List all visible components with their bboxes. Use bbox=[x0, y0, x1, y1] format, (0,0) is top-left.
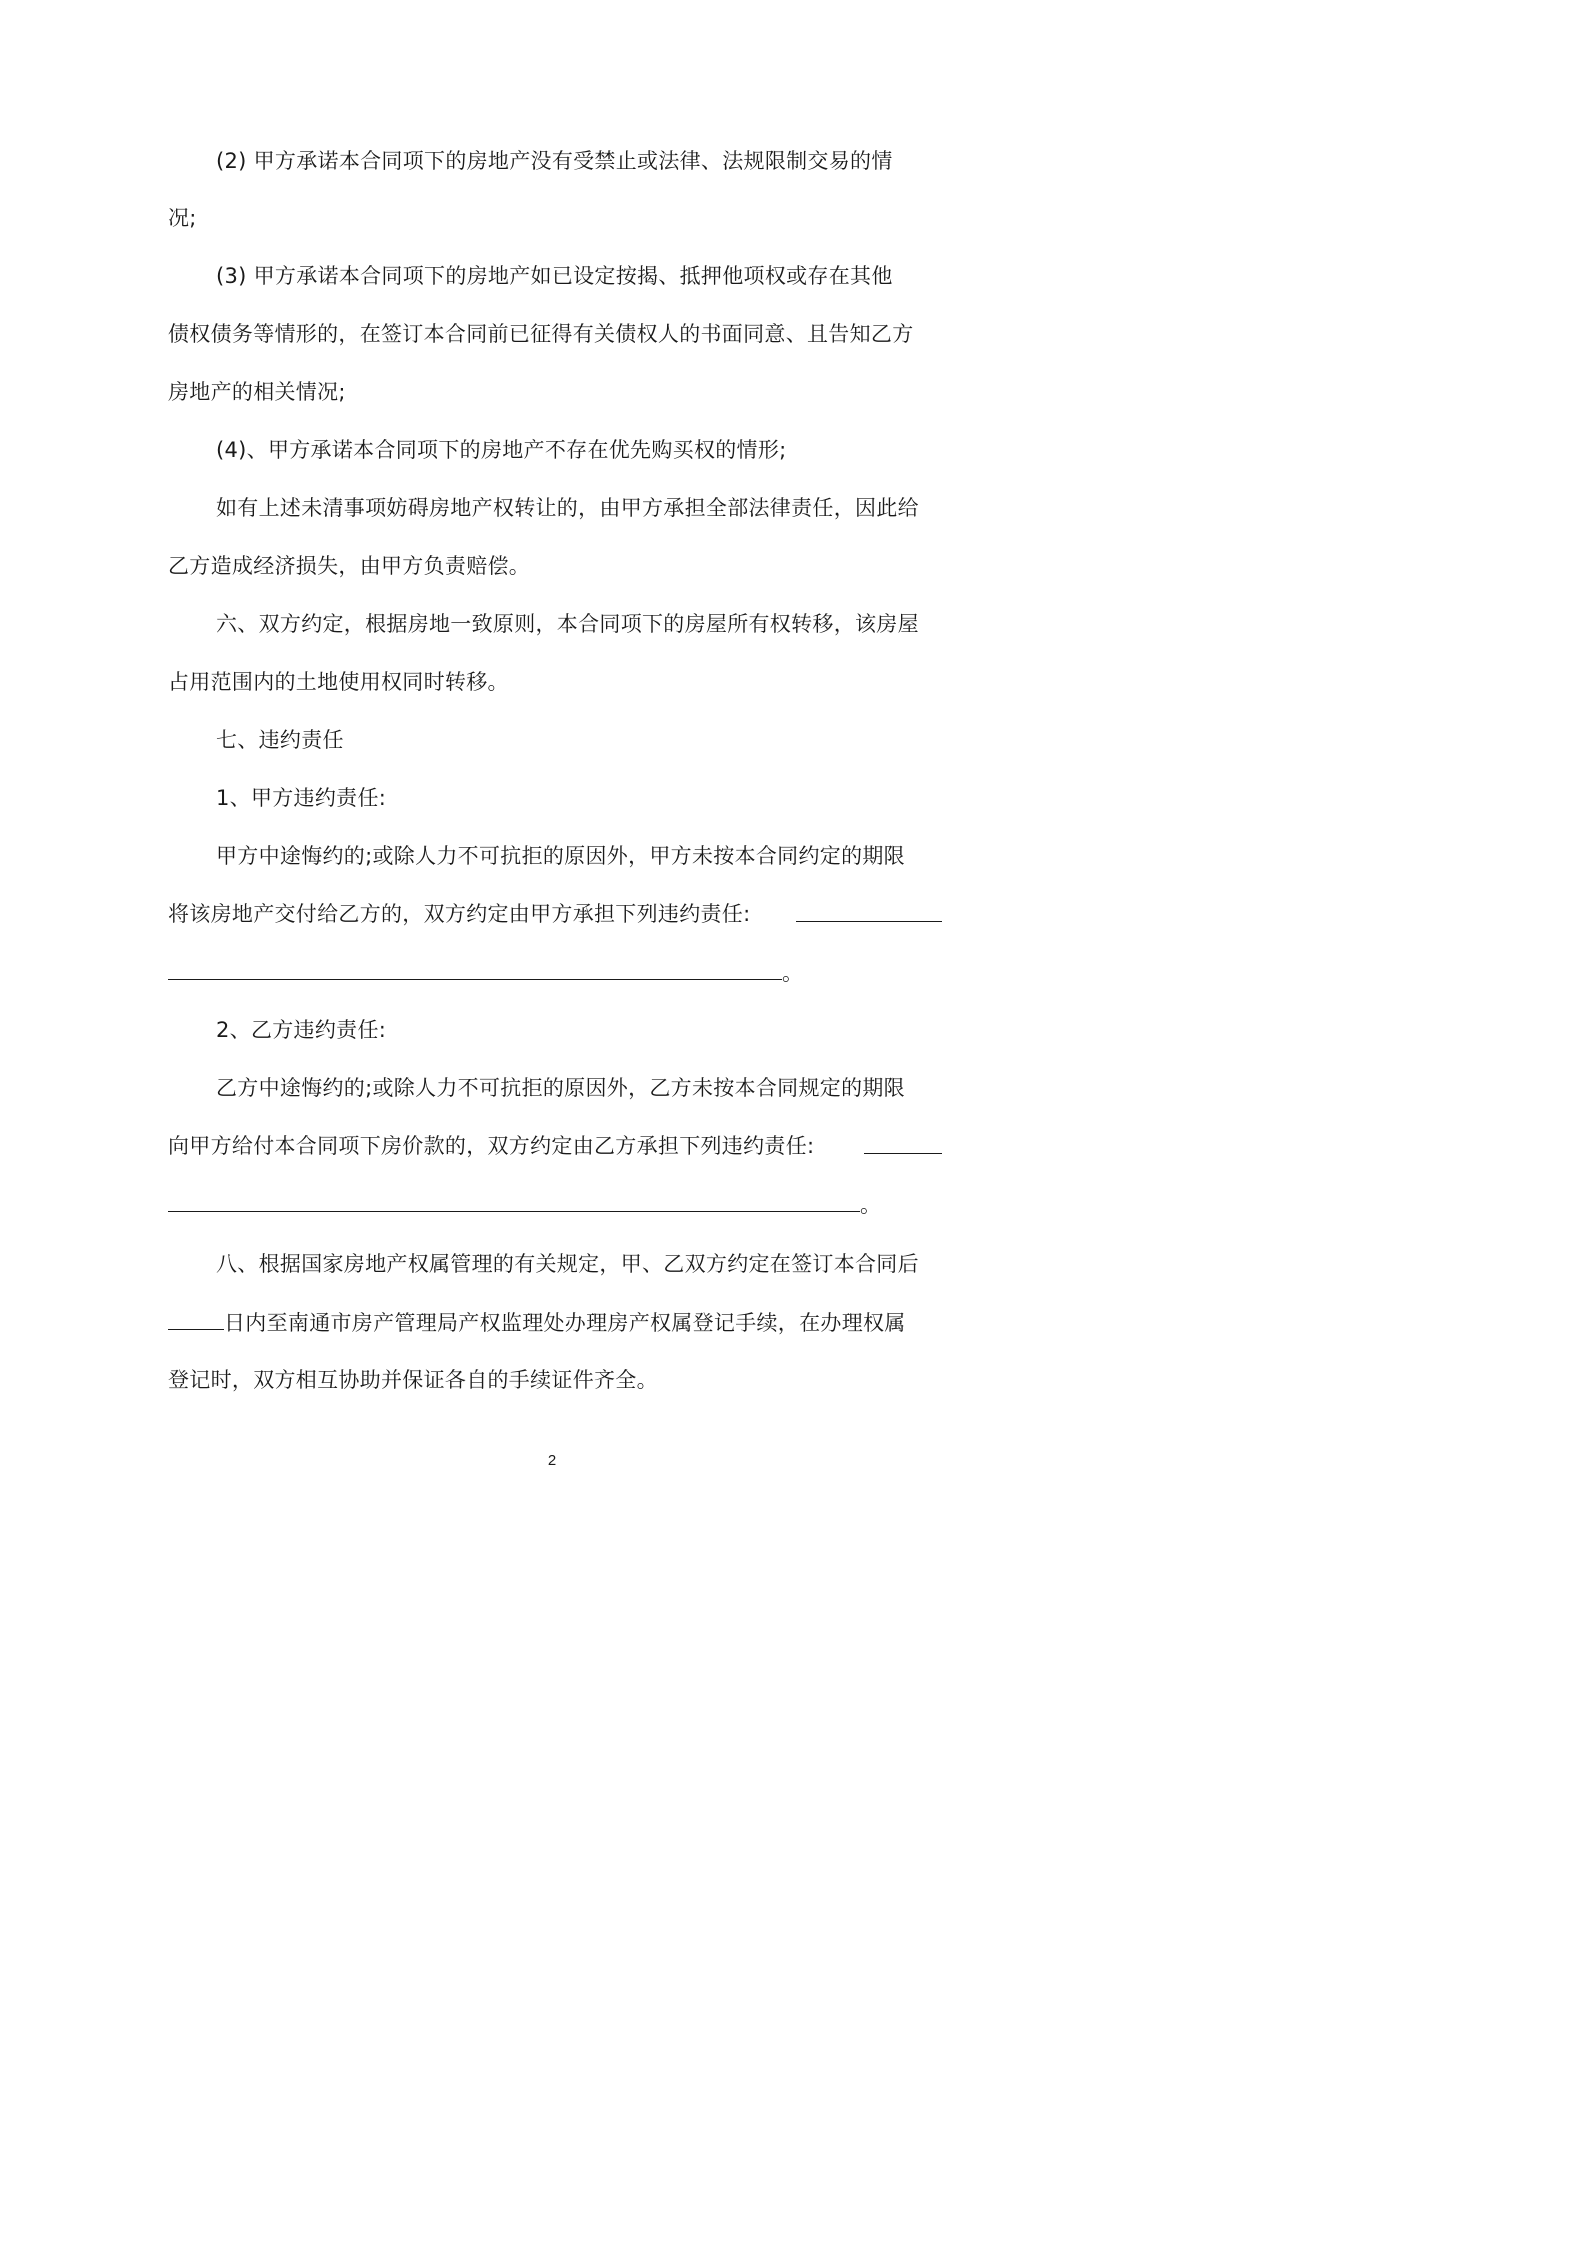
fill-in-blank bbox=[168, 1307, 224, 1330]
section-heading: 七、违约责任 bbox=[216, 728, 344, 752]
fill-in-line bbox=[168, 1189, 942, 1220]
text-line: 八、根据国家房地产权属管理的有关规定，甲、乙双方约定在签订本合同后 bbox=[216, 1252, 919, 1276]
fill-in-blank bbox=[796, 899, 942, 922]
period-mark: 。 bbox=[782, 961, 804, 985]
document-page bbox=[0, 0, 1104, 1561]
text-line: 甲方中途悔约的;或除人力不可抗拒的原因外，甲方未按本合同约定的期限 bbox=[216, 844, 905, 868]
text-line-with-blank bbox=[168, 1131, 942, 1161]
text-line: (2) 甲方承诺本合同项下的房地产没有受禁止或法律、法规限制交易的情 bbox=[216, 149, 893, 173]
text-line: 六、双方约定，根据房地一致原则，本合同项下的房屋所有权转移，该房屋 bbox=[216, 612, 919, 636]
text-line-with-blank bbox=[168, 1307, 942, 1338]
text-line: 如有上述未清事项妨碍房地产权转让的，由甲方承担全部法律责任，因此给 bbox=[216, 496, 919, 520]
text-segment: 向甲方给付本合同项下房价款的，双方约定由乙方承担下列违约责任: bbox=[168, 1134, 815, 1158]
page-number: 2 bbox=[547, 1452, 557, 1469]
text-segment: 日内至南通市房产管理局产权监理处办理房产权属登记手续，在办理权属 bbox=[224, 1311, 906, 1335]
text-line-with-blank bbox=[168, 899, 942, 929]
text-line: 况; bbox=[168, 206, 197, 230]
subsection-heading: 2、乙方违约责任: bbox=[216, 1018, 387, 1042]
text-line: (4)、甲方承诺本合同项下的房地产不存在优先购买权的情形; bbox=[216, 438, 787, 462]
text-line: 乙方中途悔约的;或除人力不可抗拒的原因外，乙方未按本合同规定的期限 bbox=[216, 1076, 905, 1100]
fill-in-blank bbox=[864, 1131, 942, 1154]
text-segment: 将该房地产交付给乙方的，双方约定由甲方承担下列违约责任: bbox=[168, 902, 751, 926]
text-line: 占用范围内的土地使用权同时转移。 bbox=[168, 670, 509, 694]
text-line: 债权债务等情形的，在签订本合同前已征得有关债权人的书面同意、且告知乙方 bbox=[168, 322, 914, 346]
text-line: 房地产的相关情况; bbox=[168, 380, 346, 404]
fill-in-blank bbox=[168, 957, 782, 980]
text-line: 登记时，双方相互协助并保证各自的手续证件齐全。 bbox=[168, 1368, 658, 1392]
subsection-heading: 1、甲方违约责任: bbox=[216, 786, 387, 810]
fill-in-line bbox=[168, 957, 942, 988]
text-line: 乙方造成经济损失，由甲方负责赔偿。 bbox=[168, 554, 531, 578]
fill-in-blank bbox=[168, 1189, 860, 1212]
text-line: (3) 甲方承诺本合同项下的房地产如已设定按揭、抵押他项权或存在其他 bbox=[216, 264, 893, 288]
period-mark: 。 bbox=[860, 1193, 882, 1217]
